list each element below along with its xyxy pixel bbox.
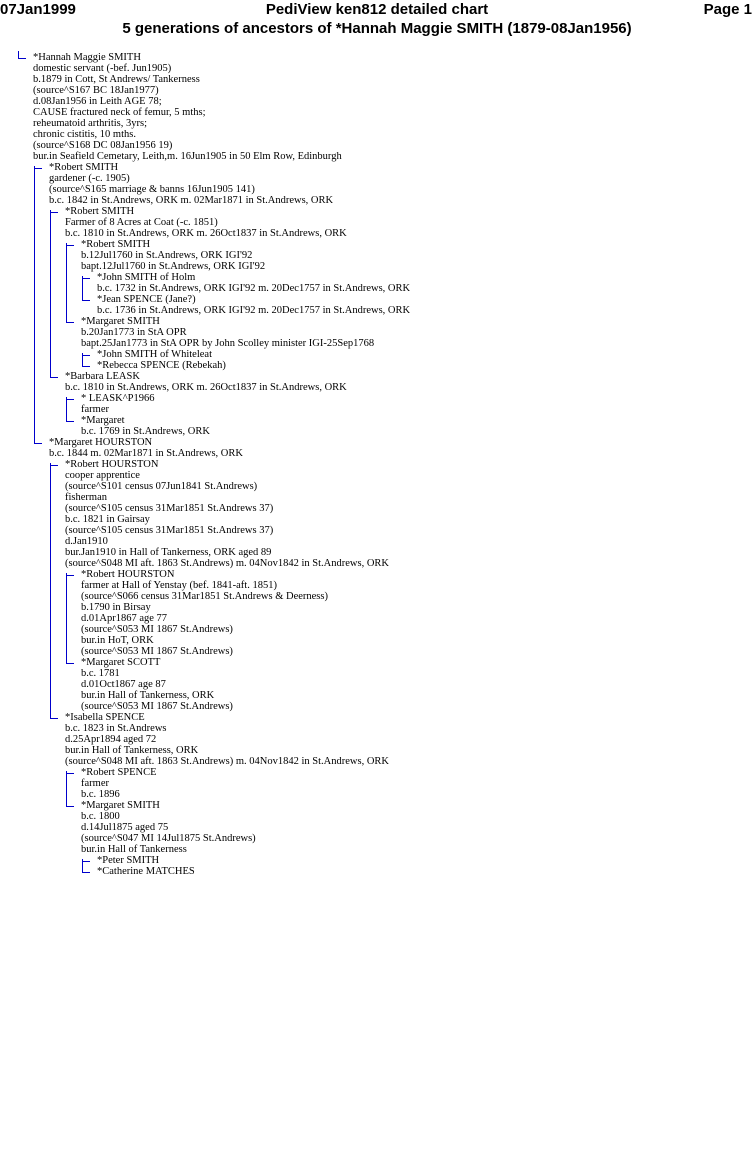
person-detail: (source^S053 MI 1867 St.Andrews) [81, 624, 233, 635]
person-name: *Robert SMITH [49, 162, 119, 173]
chart-program-title: PediView ken812 detailed chart [265, 1, 489, 18]
person-name: *Robert SMITH [81, 239, 151, 250]
person-name: *Margaret SCOTT [81, 657, 161, 668]
person-detail: bapt.25Jan1773 in StA OPR by John Scolley minister IGI-25Sep1768 [81, 338, 375, 349]
person-detail: b.c. 1823 in St.Andrews [65, 723, 167, 734]
person-name: *Rebecca SPENCE (Rebekah) [97, 360, 226, 371]
person-detail: (source^S047 MI 14Jul1875 St.Andrews) [81, 833, 256, 844]
person-name: *Margaret SMITH [81, 800, 160, 811]
person-detail: cooper apprentice [65, 470, 140, 481]
person-detail: farmer [81, 404, 109, 415]
person-detail: b.1790 in Birsay [81, 602, 151, 613]
person-detail: b.c. 1781 [81, 668, 120, 679]
tree-connector-tick [82, 366, 90, 367]
tree-connector-tick [34, 168, 42, 169]
person-name: *Barbara LEASK [65, 371, 140, 382]
tree-connector-tick [66, 399, 74, 400]
person-detail: bur.in Seafield Cemetary, Leith,m. 16Jun1905 in 50 Elm Row, Edinburgh [33, 151, 342, 162]
person-detail: bur.in Hall of Tankerness, ORK [65, 745, 199, 756]
person-detail: d.08Jan1956 in Leith AGE 78; [33, 96, 162, 107]
person-detail: (source^S167 BC 18Jan1977) [33, 85, 159, 96]
person-detail: bur.in Hall of Tankerness [81, 844, 187, 855]
person-name: *Catherine MATCHES [97, 866, 195, 877]
person-detail: b.c. 1769 in St.Andrews, ORK [81, 426, 210, 437]
person-name: *Margaret [81, 415, 125, 426]
person-name: *John SMITH of Whiteleat [97, 349, 212, 360]
tree-connector-tick [66, 773, 74, 774]
chart-title: 5 generations of ancestors of *Hannah Maggie SMITH (1879-08Jan1956) [122, 20, 632, 37]
person-detail: (source^S048 MI aft. 1863 St.Andrews) m. 04Nov1842 in St.Andrews, ORK [65, 756, 389, 767]
person-detail: farmer [81, 778, 109, 789]
person-detail: fisherman [65, 492, 107, 503]
person-detail: bur.in HoT, ORK [81, 635, 154, 646]
person-detail: chronic cistitis, 10 mths. [33, 129, 136, 140]
tree-connector-line [82, 859, 83, 872]
person-name: *Peter SMITH [97, 855, 160, 866]
tree-connector-line [66, 771, 67, 806]
person-detail: gardener (-c. 1905) [49, 173, 130, 184]
tree-connector-line [66, 243, 67, 322]
person-detail: (source^S101 census 07Jun1841 St.Andrews) [65, 481, 258, 492]
person-detail: d.01Oct1867 age 87 [81, 679, 166, 690]
person-detail: b.c. 1732 in St.Andrews, ORK IGI'92 m. 20Dec1757 in St.Andrews, ORK [97, 283, 411, 294]
print-date: 07Jan1999 [0, 1, 76, 18]
person-detail: farmer at Hall of Yenstay (bef. 1841-aft. 1851) [81, 580, 277, 591]
person-detail: Farmer of 8 Acres at Coat (-c. 1851) [65, 217, 218, 228]
tree-connector-tick [66, 663, 74, 664]
person-detail: b.1879 in Cott, St Andrews/ Tankerness [33, 74, 200, 85]
tree-connector-line [18, 51, 19, 58]
tree-connector-tick [66, 421, 74, 422]
person-detail: bapt.12Jul1760 in St.Andrews, ORK IGI'92 [81, 261, 266, 272]
person-detail: bur.in Hall of Tankerness, ORK [81, 690, 215, 701]
tree-connector-line [66, 573, 67, 663]
tree-connector-line [50, 210, 51, 377]
person-detail: (source^S053 MI 1867 St.Andrews) [81, 646, 233, 657]
person-detail: b.c. 1800 [81, 811, 120, 822]
person-name: *Margaret SMITH [81, 316, 160, 327]
person-detail: b.20Jan1773 in StA OPR [81, 327, 187, 338]
tree-connector-line [50, 463, 51, 718]
tree-connector-tick [18, 58, 26, 59]
tree-connector-tick [82, 872, 90, 873]
person-name: *John SMITH of Holm [97, 272, 196, 283]
tree-connector-tick [66, 575, 74, 576]
person-name: *Isabella SPENCE [65, 712, 145, 723]
tree-connector-tick [50, 718, 58, 719]
page-number: Page 1 [703, 1, 752, 18]
person-detail: d.Jan1910 [65, 536, 108, 547]
person-detail: b.c. 1844 m. 02Mar1871 in St.Andrews, ORK [49, 448, 243, 459]
tree-connector-tick [66, 806, 74, 807]
person-detail: d.01Apr1867 age 77 [81, 613, 168, 624]
person-detail: (source^S165 marriage & banns 16Jun1905 141) [49, 184, 255, 195]
tree-connector-tick [50, 465, 58, 466]
person-detail: (source^S168 DC 08Jan1956 19) [33, 140, 173, 151]
person-name: *Robert SPENCE [81, 767, 157, 778]
person-detail: b.12Jul1760 in St.Andrews, ORK IGI'92 [81, 250, 253, 261]
person-detail: b.c. 1896 [81, 789, 120, 800]
tree-connector-tick [82, 300, 90, 301]
person-detail: domestic servant (-bef. Jun1905) [33, 63, 172, 74]
person-name: *Robert HOURSTON [65, 459, 159, 470]
person-detail: (source^S053 MI 1867 St.Andrews) [81, 701, 233, 712]
person-detail: (source^S066 census 31Mar1851 St.Andrews & Deerness) [81, 591, 328, 602]
person-name: *Margaret HOURSTON [49, 437, 153, 448]
tree-connector-line [82, 276, 83, 300]
person-detail: b.c. 1736 in St.Andrews, ORK IGI'92 m. 20Dec1757 in St.Andrews, ORK [97, 305, 411, 316]
tree-connector-line [66, 397, 67, 421]
person-name: *Robert SMITH [65, 206, 135, 217]
person-name: *Robert HOURSTON [81, 569, 175, 580]
person-detail: b.c. 1842 in St.Andrews, ORK m. 02Mar1871 in St.Andrews, ORK [49, 195, 334, 206]
tree-connector-tick [82, 355, 90, 356]
person-detail: d.25Apr1894 aged 72 [65, 734, 157, 745]
tree-connector-tick [66, 245, 74, 246]
person-detail: (source^S105 census 31Mar1851 St.Andrews 37) [65, 525, 274, 536]
person-detail: reheumatoid arthritis, 3yrs; [33, 118, 148, 129]
person-detail: bur.Jan1910 in Hall of Tankerness, ORK aged 89 [65, 547, 272, 558]
person-detail: (source^S105 census 31Mar1851 St.Andrews 37) [65, 503, 274, 514]
person-detail: (source^S048 MI aft. 1863 St.Andrews) m. 04Nov1842 in St.Andrews, ORK [65, 558, 389, 569]
person-name: *Jean SPENCE (Jane?) [97, 294, 196, 305]
person-detail: b.c. 1810 in St.Andrews, ORK m. 26Oct1837 in St.Andrews, ORK [65, 228, 347, 239]
person-name: *Hannah Maggie SMITH [33, 52, 141, 63]
person-name: * LEASK^P1966 [81, 393, 155, 404]
person-detail: b.c. 1810 in St.Andrews, ORK m. 26Oct1837 in St.Andrews, ORK [65, 382, 347, 393]
tree-connector-tick [82, 278, 90, 279]
tree-connector-line [34, 166, 35, 443]
tree-connector-tick [34, 443, 42, 444]
person-detail: CAUSE fractured neck of femur, 5 mths; [33, 107, 206, 118]
person-detail: d.14Jul1875 aged 75 [81, 822, 169, 833]
tree-connector-tick [66, 322, 74, 323]
tree-connector-tick [82, 861, 90, 862]
tree-connector-tick [50, 377, 58, 378]
tree-connector-line [82, 353, 83, 366]
person-detail: b.c. 1821 in Gairsay [65, 514, 150, 525]
tree-connector-tick [50, 212, 58, 213]
